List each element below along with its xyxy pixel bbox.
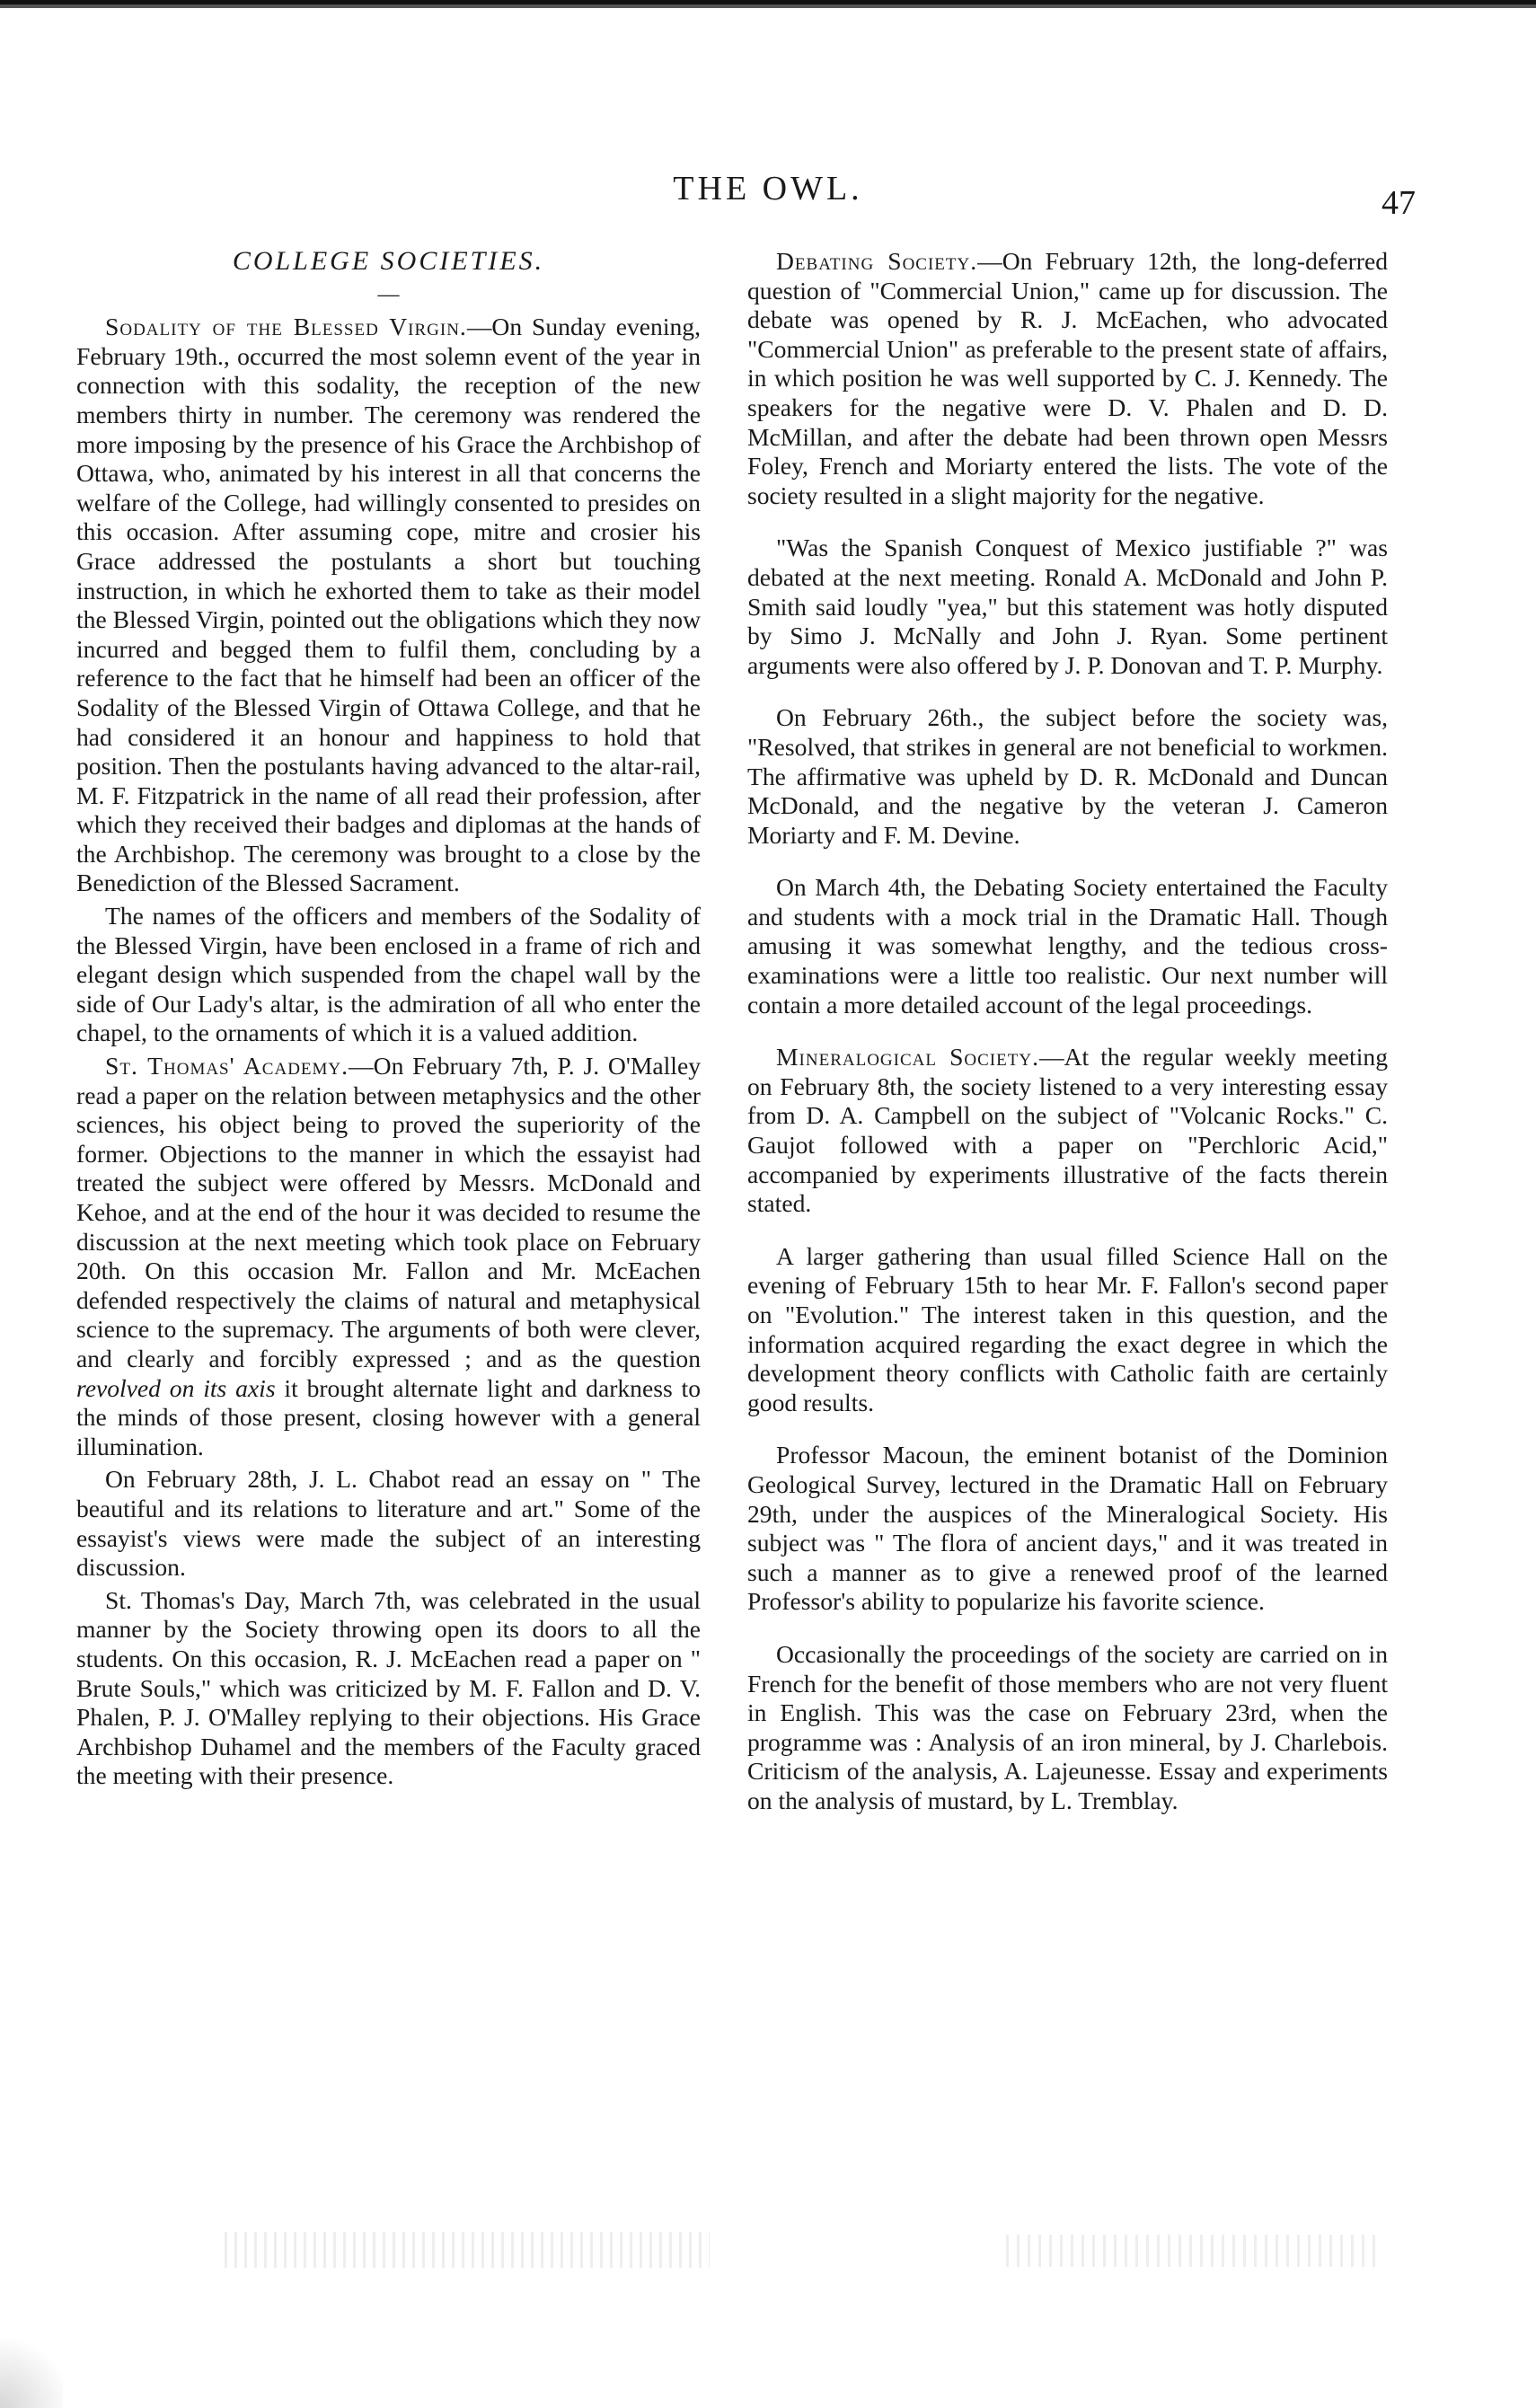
paragraph-text: "Was the Spanish Conquest of Mexico justifiable ?" was debated at the next meeting. Ronald A. McDonald and John P. Smith said loudly "yea," but this statement was hotly disputed by Simo J. McNally and John J. Ryan. Some pertinent arguments were also offered by J. P. Donovan and T. P. Murphy. (747, 534, 1388, 679)
paragraph-text: Occasionally the proceedings of the society are carried on in French for the benefit of those members who are not very fluent in English. This was the case on February 23rd, when the programme was : Analysis of an iron mineral, by J. Charlebois. Criticism of the analysis, A. Lajeunesse. Essay and experiments on the analysis of mustard, by L. Tremblay. (747, 1639, 1388, 1814)
paragraph-text: —On Sunday evening, February 19th., occurred the most solemn event of the year in connection with this sodality, the reception of the new members thirty in number. The ceremony was rendered the more imposing by the presence of his Grace the Archbishop of Ottawa, who, animated by his interest in all that concerns the welfare of the College, had willingly consented to presides on this occasion. After assuming cope, mitre and crosier his Grace addressed the postulants a short but touching instruction, in which he exhorted them to take as their model the Blessed Virgin, pointed out the obligations which they now incurred and begged them to fulfil them, concluding by a reference to the fact that he himself had been an officer of the Sodality of the Blessed Virgin of Ottawa College, and that he had considered it an honour and happiness to hold that position. Then the postulants having advanced to the altar-rail, M. F. Fitzpatrick in the name of all read their profession, after which they received their badges and diplomas at the hands of the Archbishop. The ceremony was brought to a close by the Benediction of the Blessed Sacrament. (76, 313, 701, 897)
section-title: COLLEGE SOCIETIES. (232, 246, 545, 276)
page-number: 47 (1382, 184, 1416, 222)
paragraph-mock-trial (747, 873, 1388, 1019)
paragraph-lead: Sodality of the Blessed Virgin. (105, 313, 467, 341)
bleed-through-noise-left (225, 2232, 710, 2268)
paragraph-sodality (76, 313, 701, 898)
paragraph-text: St. Thomas's Day, March 7th, was celebrated in the usual manner by the Society throwing open its doors to all the students. On this occasion, R. J. McEachen read a paper on " Brute Souls," which was criticized by M. F. Fallon and D. V. Phalen, P. J. O'Malley replying to their objections. His Grace Archbishop Duhamel and the members of the Faculty graced the meeting with their presence. (76, 1585, 701, 1790)
title-dash: — (377, 282, 400, 306)
page-top-edge (0, 0, 1536, 13)
right-column (747, 247, 1388, 1839)
paragraph-french-proceedings (747, 1640, 1388, 1816)
paragraph-professor-macoun (747, 1441, 1388, 1617)
paragraph-text: —On February 12th, the long-deferred question of "Commercial Union," came up for discussion. The debate was opened by R. J. McEachen, who advocated "Commercial Union" as preferable to the present state of affairs, in which position he was well supported by C. J. Kennedy. The speakers for the negative were D. V. Phalen and D. D. McMillan, and after the debate had been thrown open Messrs Foley, French and Moriarty entered the lists. The vote of the society resulted in a slight majority for the negative. (747, 247, 1389, 509)
paragraph-st-thomas-day (76, 1586, 701, 1791)
paragraph-spanish-conquest (747, 534, 1388, 680)
italic-phrase: revolved on its axis (76, 1373, 276, 1402)
running-head: THE OWL. (673, 170, 863, 207)
paragraph-st-thomas-academy (76, 1052, 701, 1461)
left-column (76, 247, 701, 1795)
paragraph-mineralogical-society (747, 1043, 1388, 1219)
paragraph-debating-society (747, 247, 1388, 510)
paragraph-lead: Mineralogical Society. (776, 1043, 1039, 1072)
paragraph-text: On February 26th., the subject before the society was, "Resolved, that strikes in general are not beneficial to workmen. The affirmative was upheld by D. R. McDonald and Duncan McDonald, and the negative by the veteran J. Cameron Moriarty and F. M. Devine. (747, 703, 1388, 849)
paragraph-evolution (747, 1242, 1388, 1418)
paragraph-text: A larger gathering than usual filled Science Hall on the evening of February 15th to hear Mr. F. Fallon's second paper on "Evolution." The interest taken in this question, and the information acquired regarding the exact degree in which the development theory conflicts with Catholic faith are certainly good results. (747, 1241, 1388, 1416)
paragraph-text: On February 28th, J. L. Chabot read an essay on " The beautiful and its relations to literature and art." Some of the essayist's views were made the subject of an interesting discussion. (76, 1465, 701, 1582)
paragraph-sodality-names (76, 902, 701, 1048)
paragraph-text-continued: it brought alternate light and darkness to the minds of those present, closing however with a general illumination. (76, 1373, 701, 1460)
paragraph-text: —On February 7th, P. J. O'Malley read a paper on the relation between metaphysics and the other sciences, his object being to proved the superiority of the former. Objections to the manner in which the essayist had treated the subject were offered by Messrs. McDonald and Kehoe, and at the end of the hour it was decided to resume the discussion at the next meeting which took place on February 20th. On this occasion Mr. Fallon and Mr. McEachen defended respectively the claims of natural and metaphysical science to the supremacy. The arguments of both were clever, and clearly and forcibly expressed ; and as the question (76, 1052, 701, 1372)
corner-stain (0, 2326, 63, 2408)
paragraph-chabot-essay (76, 1465, 701, 1582)
paragraph-strikes-debate (747, 703, 1388, 850)
paragraph-text: On March 4th, the Debating Society entertained the Faculty and students with a mock trial in the Dramatic Hall. Though amusing it was somewhat lengthy, and the tedious cross-examinations were a little too realistic. Our next number will contain a more detailed account of the legal proceedings. (747, 873, 1388, 1019)
paragraph-lead: St. Thomas' Academy. (105, 1052, 349, 1081)
paragraph-text: —At the regular weekly meeting on February 8th, the society listened to a very interesting essay from D. A. Campbell on the subject of "Volcanic Rocks." C. Gaujot followed with a paper on "Perchloric Acid," accompanied by experiments illustrative of the facts therein stated. (747, 1043, 1388, 1218)
paragraph-lead: Debating Society. (776, 247, 978, 275)
paragraph-text: The names of the officers and members of the Sodality of the Blessed Virgin, have been enclosed in a frame of rich and elegant design which suspended from the chapel wall by the side of Our Lady's altar, is the admiration of all who enter the chapel, to the ornaments of which it is a valued addition. (76, 902, 701, 1047)
bleed-through-noise-right (1006, 2235, 1383, 2267)
paragraph-text: Professor Macoun, the eminent botanist of the Dominion Geological Survey, lectured in the Dramatic Hall on February 29th, under the auspices of the Mineralogical Society. His subject was " The flora of ancient days," and it was treated in such a manner as to give a renewed proof of the learned Professor's ability to popularize his favorite science. (747, 1441, 1388, 1616)
